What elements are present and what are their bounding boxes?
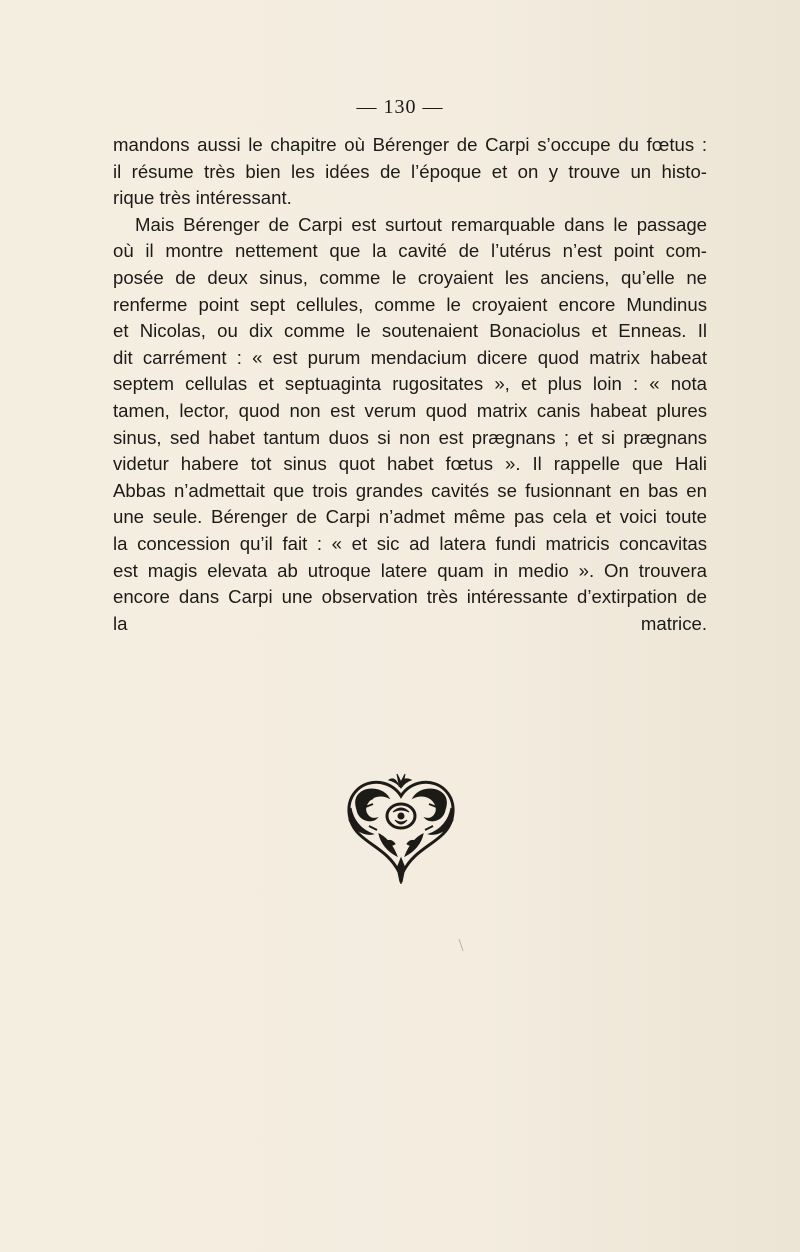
paragraph-1 — [113, 132, 707, 212]
text-line: Abbas n’admettait que trois grandes cavités se fusionnant en bas en — [113, 479, 707, 501]
text-line: et Nicolas, ou dix comme le soutenaient Bonaciolus et Enneas. Il — [113, 320, 707, 342]
text-line: posée de deux sinus, comme le croyaient les anciens, qu’elle ne — [113, 266, 707, 288]
text-line: la matrice. — [113, 612, 707, 634]
page-number: — 130 — — [356, 96, 444, 118]
text-line: sinus, sed habet tantum duos si non est prægnans ; et si prægnans — [113, 426, 707, 448]
text-line: septem cellulas et septuaginta rugositates », et plus loin : « nota — [113, 373, 707, 395]
text-line: Mais Bérenger de Carpi est surtout remarquable dans le passage — [135, 213, 707, 235]
text-line: la concession qu’il fait : « et sic ad latera fundi matricis concavitas — [113, 532, 707, 554]
text-line: videtur habere tot sinus quot habet fœtus ». Il rappelle que Hali — [113, 453, 707, 475]
text-line: mandons aussi le chapitre où Bérenger de Carpi s’occupe du fœtus : — [113, 134, 707, 155]
heart-fleuron-ornament-icon — [339, 772, 463, 884]
text-line: est magis elevata ab utroque latere quam in medio ». On trouvera — [113, 559, 707, 581]
print-mark — [458, 938, 464, 952]
text-line: rique très intéressant. — [113, 187, 292, 209]
text-line: encore dans Carpi une observation très intéressante d’extirpation de — [113, 586, 707, 608]
body-text — [113, 132, 707, 637]
paragraph-2 — [113, 212, 707, 638]
text-line: il résume très bien les idées de l’époque et on y trouve un histo- — [113, 160, 707, 182]
text-line: une seule. Bérenger de Carpi n’admet même pas cela et voici toute — [113, 506, 707, 528]
text-line: tamen, lector, quod non est verum quod matrix canis habeat plures — [113, 399, 707, 421]
text-line: dit carrément : « est purum mendacium dicere quod matrix habeat — [113, 346, 707, 368]
text-line: renferme point sept cellules, comme le croyaient encore Mundinus — [113, 293, 707, 315]
text-line: où il montre nettement que la cavité de l’utérus n’est point com- — [113, 240, 707, 262]
